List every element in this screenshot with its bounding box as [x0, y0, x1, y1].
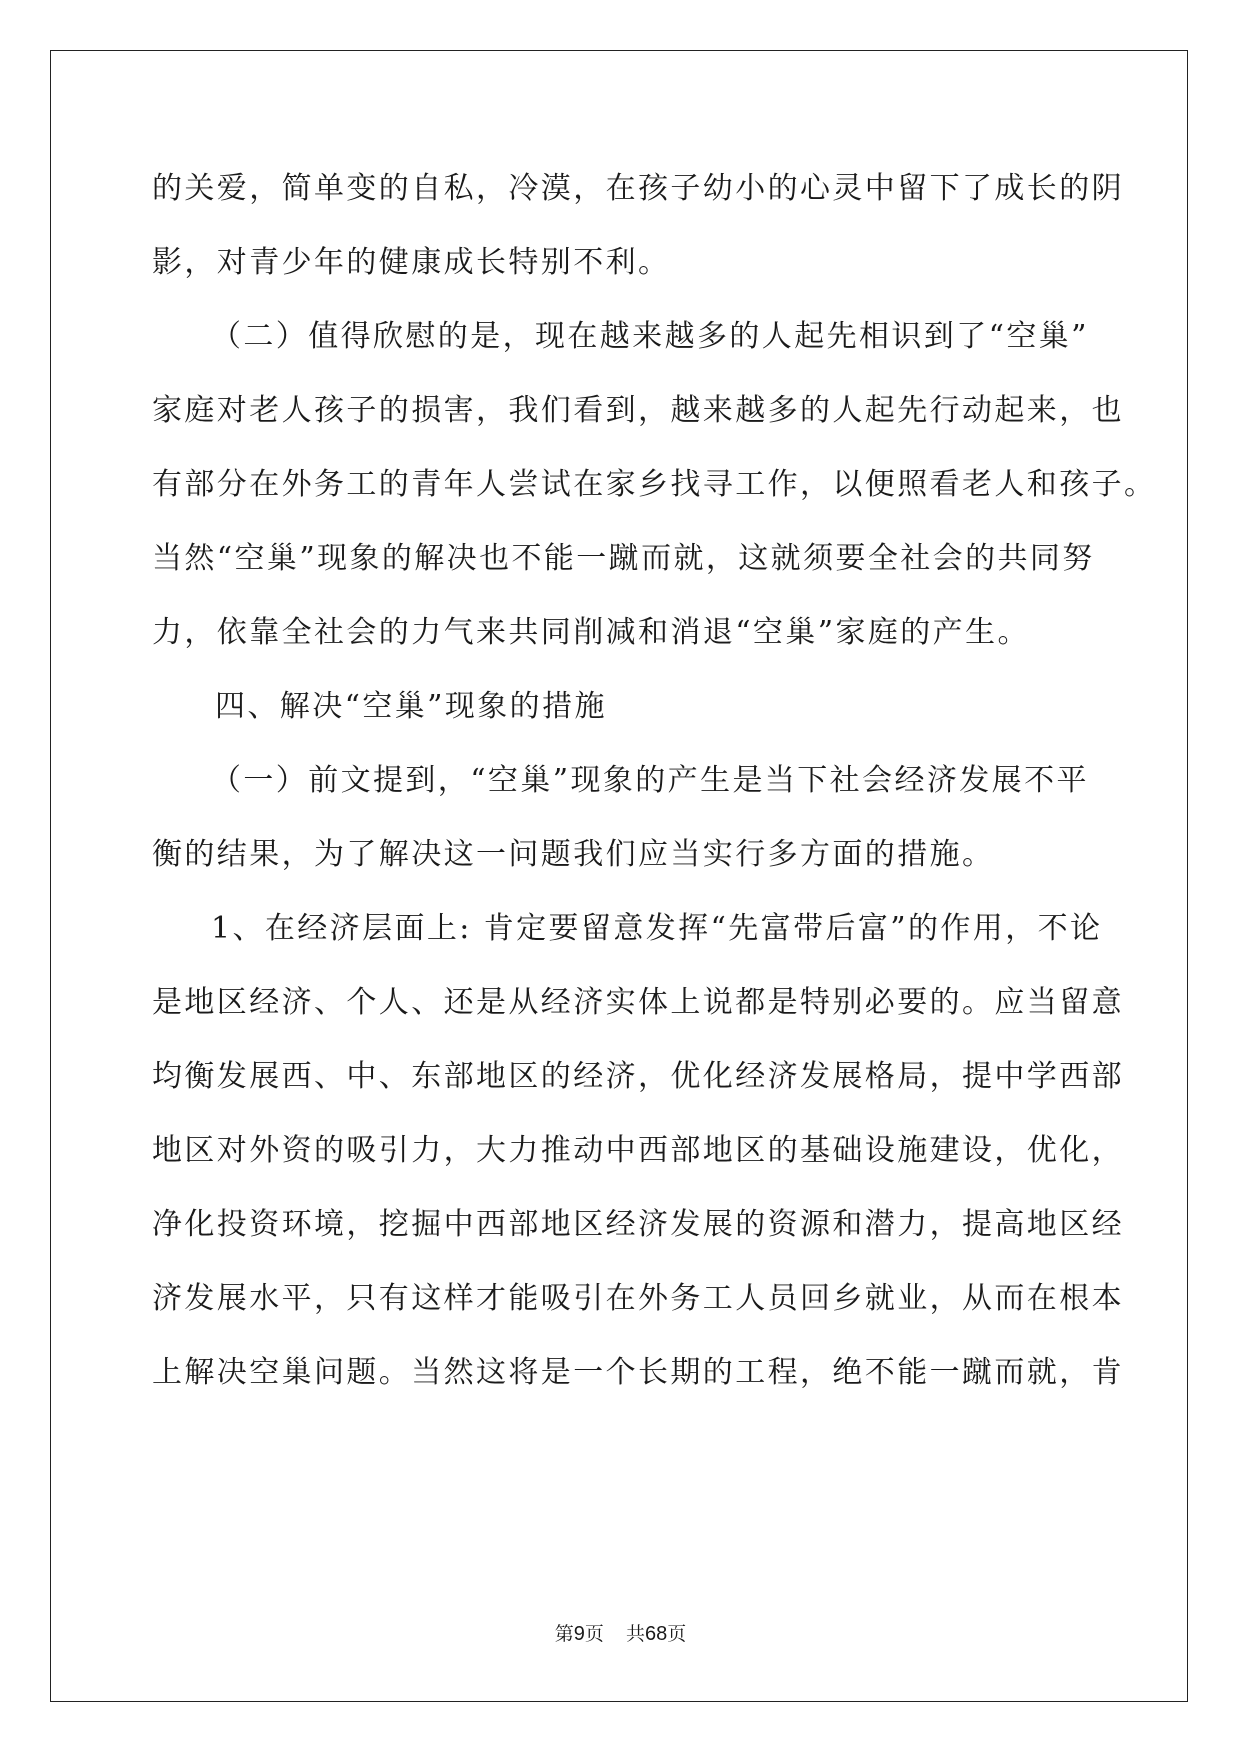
paragraph-start-line: （一）前文提到，“空巢”现象的产生是当下社会经济发展不平	[211, 763, 1089, 798]
paragraph-start-line: （二）值得欣慰的是，现在越来越多的人起先相识到了“空巢”	[211, 319, 1089, 354]
body-line: 有部分在外务工的青年人尝试在家乡找寻工作，以便照看老人和孩子。	[152, 467, 1157, 502]
total-pages: 68	[644, 1623, 668, 1645]
body-line: 地区对外资的吸引力，大力推动中西部地区的基础设施建设，优化，	[152, 1133, 1124, 1168]
body-line: 力，依靠全社会的力气来共同削减和消退“空巢”家庭的产生。	[152, 615, 1030, 650]
body-line: 家庭对老人孩子的损害，我们看到，越来越多的人起先行动起来，也	[152, 393, 1124, 428]
section-heading: 四、解决“空巢”现象的措施	[215, 689, 607, 724]
body-line: 是地区经济、个人、还是从经济实体上说都是特别必要的。应当留意	[152, 985, 1124, 1020]
body-line: 济发展水平，只有这样才能吸引在外务工人员回乡就业，从而在根本	[152, 1281, 1124, 1316]
body-line: 净化投资环境，挖掘中西部地区经济发展的资源和潜力，提高地区经	[152, 1207, 1124, 1242]
page-footer	[0, 1622, 1241, 1646]
body-line: 均衡发展西、中、东部地区的经济，优化经济发展格局，提中学西部	[152, 1059, 1124, 1094]
page-suffix: 页	[584, 1623, 604, 1645]
page-prefix: 第	[554, 1623, 574, 1645]
page-border	[50, 50, 1188, 1702]
total-prefix: 共	[625, 1623, 645, 1645]
total-suffix: 页	[667, 1623, 687, 1645]
body-line: 的关爱，简单变的自私，冷漠，在孩子幼小的心灵中留下了成长的阴	[152, 171, 1124, 206]
page-number: 9	[573, 1623, 585, 1645]
body-line: 衡的结果，为了解决这一问题我们应当实行多方面的措施。	[152, 837, 995, 872]
paragraph-start-line: 1、在经济层面上: 肯定要留意发挥“先富带后富”的作用，不论	[211, 911, 1103, 946]
body-line: 上解决空巢问题。当然这将是一个长期的工程，绝不能一蹴而就，肯	[152, 1355, 1124, 1390]
body-line: 当然“空巢”现象的解决也不能一蹴而就，这就须要全社会的共同努	[152, 541, 1095, 576]
body-line: 影，对青少年的健康成长特别不利。	[152, 245, 671, 280]
